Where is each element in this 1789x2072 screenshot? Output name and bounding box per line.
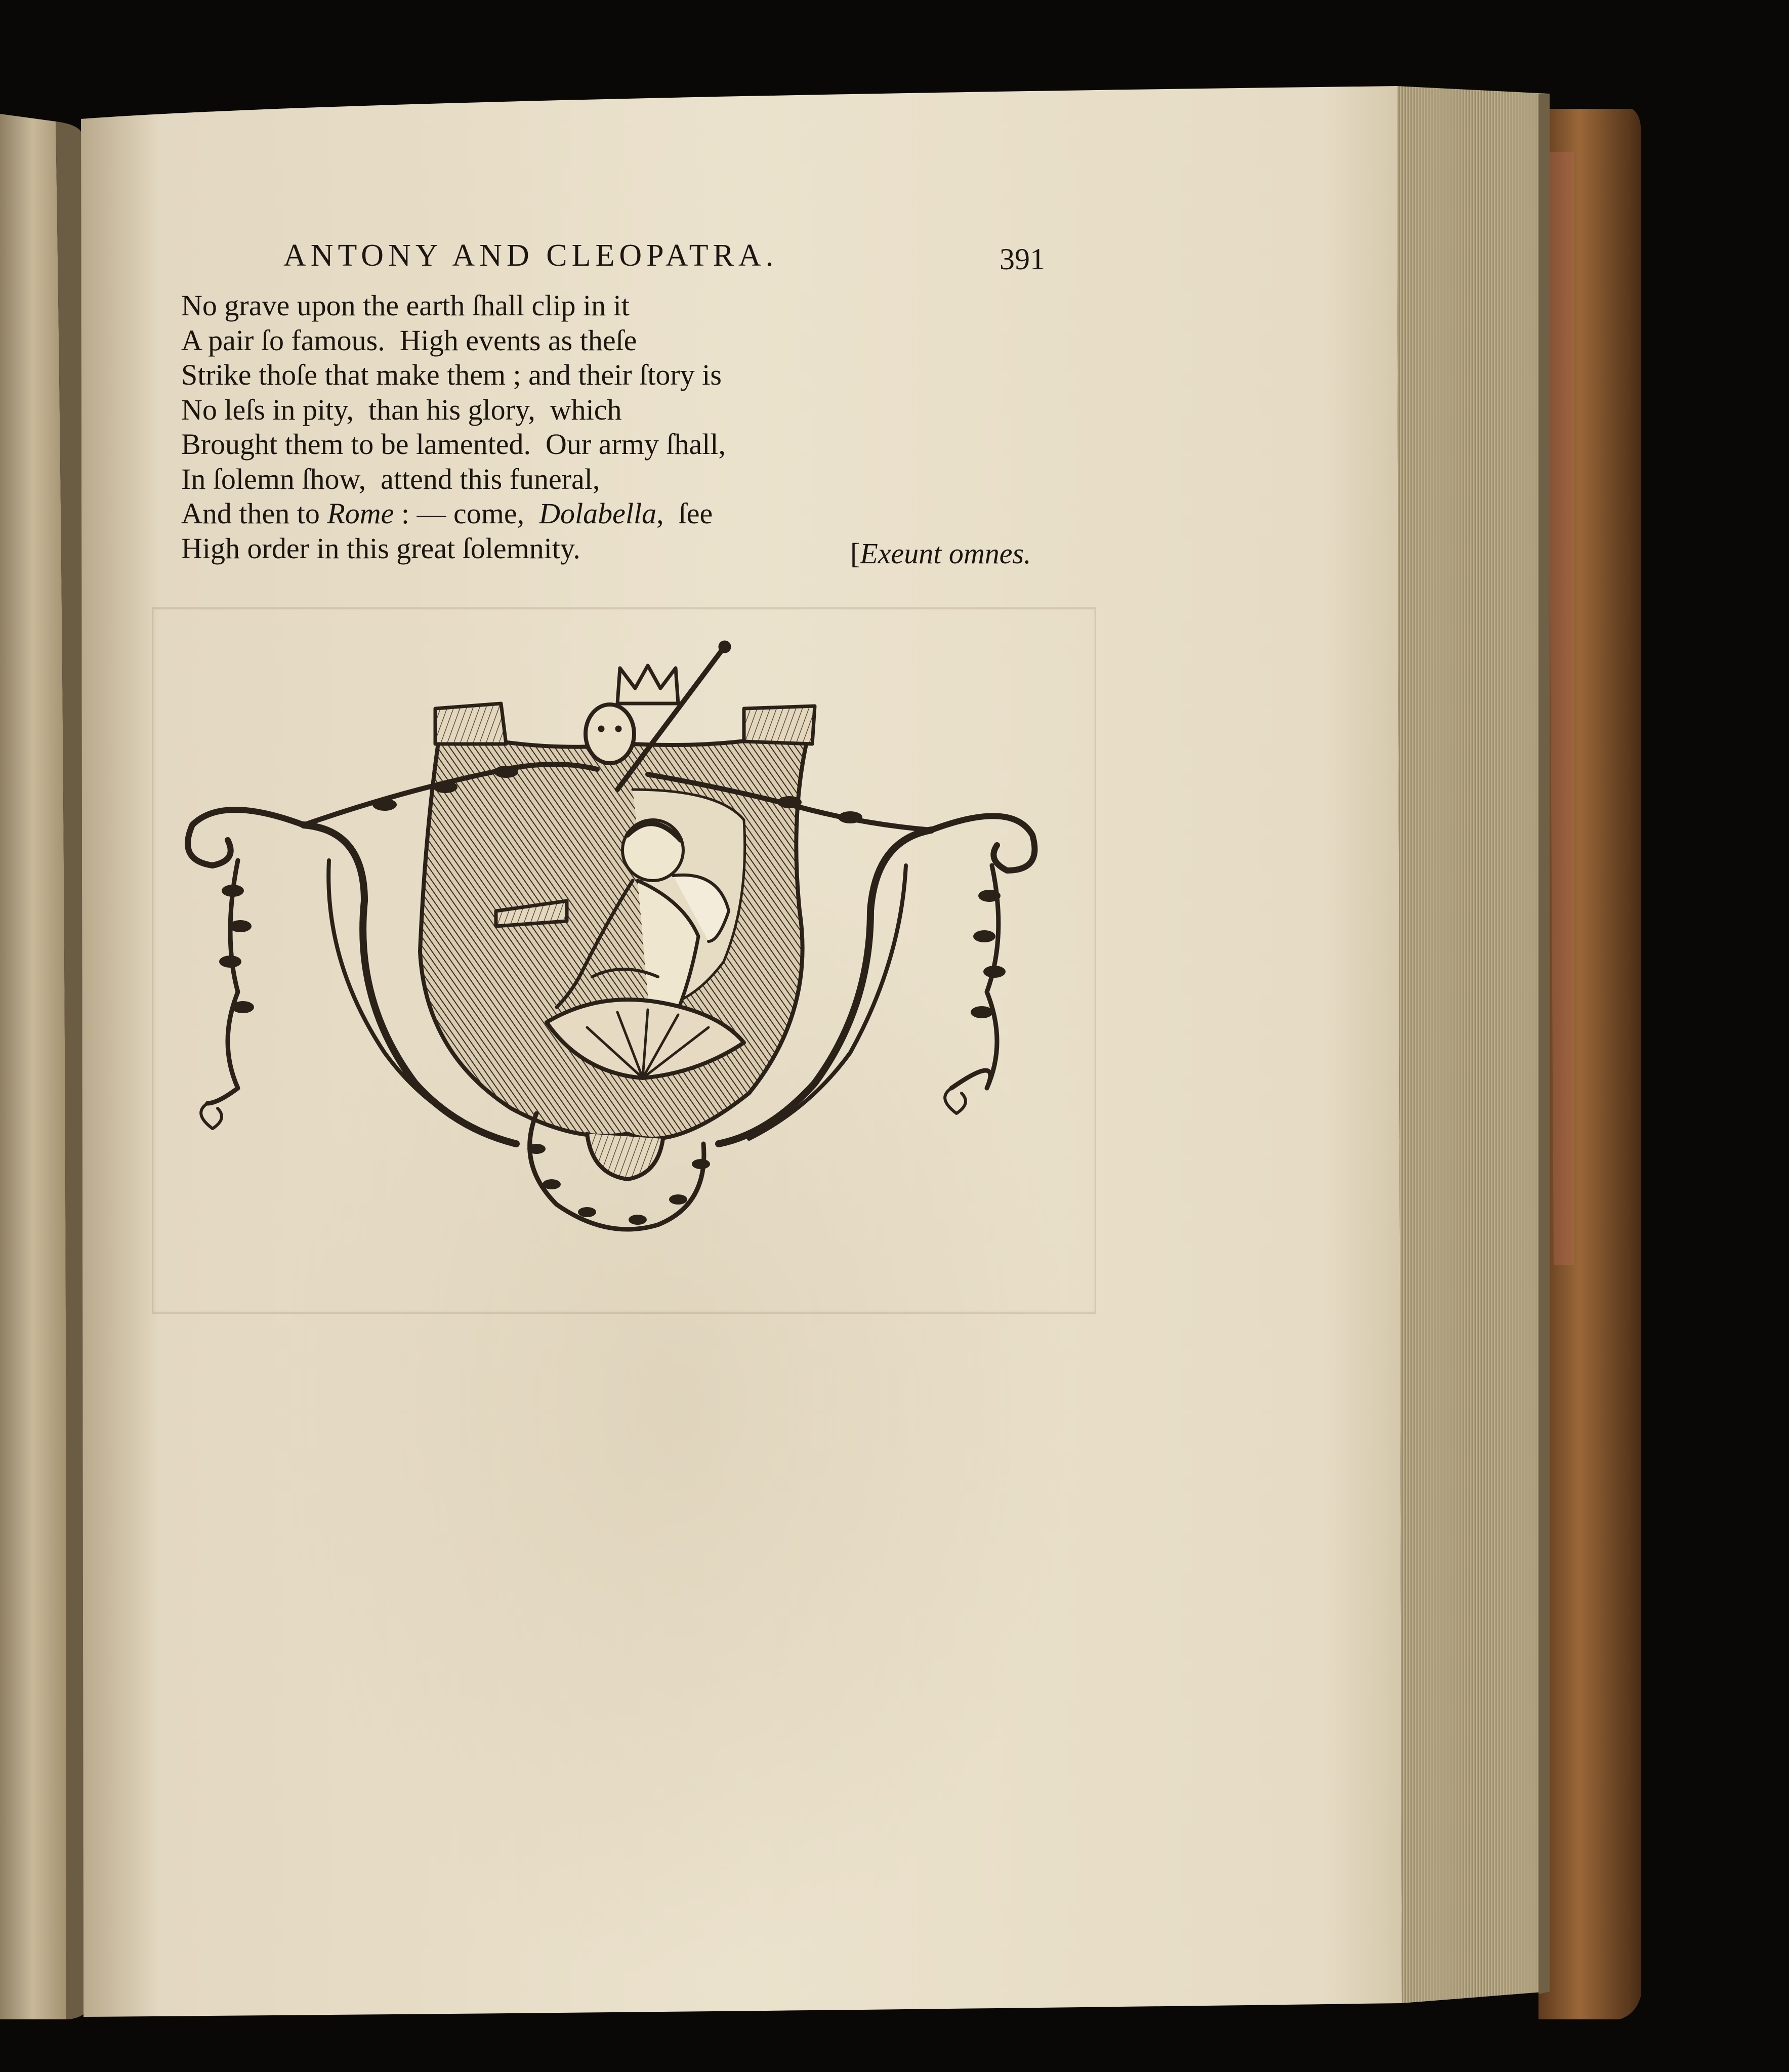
running-head: ANTONY AND CLEOPATRA. bbox=[283, 238, 778, 273]
verse-line: No leſs in pity, than his glory, which bbox=[181, 393, 622, 426]
verse-text: And then to bbox=[181, 497, 327, 530]
stage-bracket: [ bbox=[850, 537, 860, 570]
stage-direction-text: Exeunt omnes. bbox=[860, 537, 1031, 570]
verse-text: , ſee bbox=[656, 497, 713, 530]
verse-line: Brought them to be lamented. Our army ſhall, bbox=[181, 428, 726, 461]
character-name-dolabella: Dolabella bbox=[539, 497, 657, 530]
verse-line: High order in this great ſolemnity. bbox=[181, 531, 580, 565]
verse-line: A pair ſo famous. High events as theſe bbox=[181, 323, 637, 357]
place-name-rome: Rome bbox=[327, 497, 394, 530]
verse-line: No grave upon the earth ſhall clip in it bbox=[181, 289, 630, 322]
verse-text: : — come, bbox=[394, 497, 539, 530]
page-number: 391 bbox=[1000, 242, 1045, 276]
verse-line: Strike thoſe that make them ; and their ſtory is bbox=[181, 358, 722, 391]
verse-line: In ſolemn ſhow, attend this funeral, bbox=[181, 462, 600, 495]
